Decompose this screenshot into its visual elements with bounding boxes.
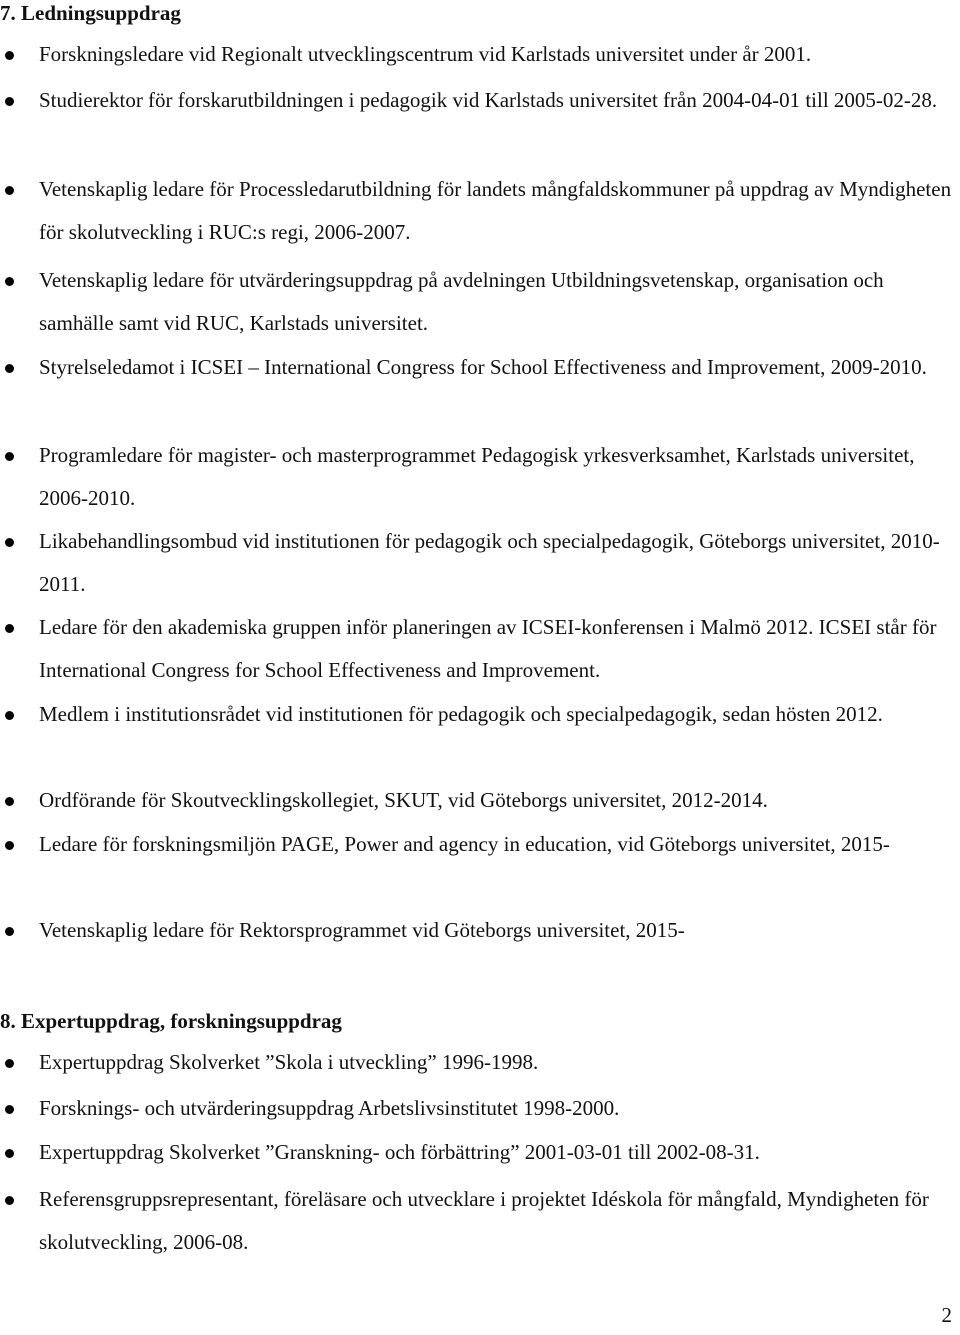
list-item-text: Vetenskaplig ledare för Rektorsprogrammet vid Göteborgs universitet, 2015- bbox=[39, 918, 685, 942]
bullet-icon bbox=[5, 364, 14, 373]
bullet-icon bbox=[5, 797, 14, 806]
list-item-text: Likabehandlingsombud vid institutionen för pedagogik och specialpedagogik, Göteborgs universitet, 2010-2011. bbox=[39, 529, 940, 596]
list-item bbox=[39, 693, 954, 736]
bullet-icon bbox=[5, 51, 14, 60]
list-item bbox=[39, 33, 954, 76]
list-item-text: Forskningsledare vid Regionalt utvecklingscentrum vid Karlstads universitet under år 2001. bbox=[39, 42, 812, 66]
bullet-icon bbox=[5, 1105, 14, 1114]
bullet-icon bbox=[5, 1149, 14, 1158]
list-item bbox=[39, 79, 954, 122]
list-item bbox=[39, 779, 954, 822]
bullet-icon bbox=[5, 1059, 14, 1068]
list-item-text: Programledare för magister- och masterprogrammet Pedagogisk yrkesverksamhet, Karlstads universitet, 2006-2010. bbox=[39, 443, 915, 510]
bullet-icon bbox=[5, 624, 14, 633]
list-item bbox=[39, 606, 954, 692]
list-item-text: Vetenskaplig ledare för Processledarutbildning för landets mångfaldskommuner på uppdrag av Myndigheten för skolutveckling i RUC:s regi, 2006-2007. bbox=[39, 177, 952, 244]
bullet-icon bbox=[5, 711, 14, 720]
list-item-text: Medlem i institutionsrådet vid institutionen för pedagogik och specialpedagogik, sedan hösten 2012. bbox=[39, 702, 883, 726]
bullet-icon bbox=[5, 538, 14, 547]
list-item bbox=[39, 1178, 954, 1264]
list-item bbox=[39, 1041, 954, 1084]
bullet-icon bbox=[5, 452, 14, 461]
list-item-text: Referensgruppsrepresentant, föreläsare och utvecklare i projektet Idéskola för mångfald, Myndigheten för skolutveckling, 2006-08. bbox=[39, 1187, 929, 1254]
bullet-icon bbox=[5, 277, 14, 286]
page-number: 2 bbox=[941, 1303, 952, 1327]
list-item-text: Styrelseledamot i ICSEI – International Congress for School Effectiveness and Improvement, 2009-2010. bbox=[39, 355, 927, 379]
section-7-heading: 7. Ledningsuppdrag bbox=[0, 1, 181, 25]
list-item bbox=[39, 909, 954, 952]
bullet-icon bbox=[5, 927, 14, 936]
list-item bbox=[39, 434, 954, 520]
list-item bbox=[39, 1087, 954, 1130]
list-item-text: Ordförande för Skoutvecklingskollegiet, SKUT, vid Göteborgs universitet, 2012-2014. bbox=[39, 788, 768, 812]
bullet-icon bbox=[5, 186, 14, 195]
list-item-text: Expertuppdrag Skolverket ”Granskning- och förbättring” 2001-03-01 till 2002-08-31. bbox=[39, 1140, 760, 1164]
bullet-icon bbox=[5, 841, 14, 850]
list-item bbox=[39, 168, 954, 254]
section-8-heading: 8. Expertuppdrag, forskningsuppdrag bbox=[0, 1009, 342, 1033]
list-item-text: Vetenskaplig ledare för utvärderingsuppdrag på avdelningen Utbildningsvetenskap, organisation och samhälle samt vid RUC, Karlstads universitet. bbox=[39, 268, 884, 335]
list-item-text: Forsknings- och utvärderingsuppdrag Arbetslivsinstitutet 1998-2000. bbox=[39, 1096, 620, 1120]
list-item-text: Ledare för forskningsmiljön PAGE, Power and agency in education, vid Göteborgs universitet, 2015- bbox=[39, 832, 890, 856]
list-item bbox=[39, 1131, 954, 1174]
list-item bbox=[39, 823, 954, 866]
list-item-text: Expertuppdrag Skolverket ”Skola i utveckling” 1996-1998. bbox=[39, 1050, 539, 1074]
list-item-text: Studierektor för forskarutbildningen i pedagogik vid Karlstads universitet från 2004-04-01 till 2005-02-28. bbox=[39, 88, 938, 112]
list-item-text: Ledare för den akademiska gruppen inför planeringen av ICSEI-konferensen i Malmö 2012. ICSEI står för International Congress for School Effectiveness and Improvement. bbox=[39, 615, 937, 682]
list-item bbox=[39, 520, 954, 606]
list-item bbox=[39, 259, 954, 345]
bullet-icon bbox=[5, 1196, 14, 1205]
bullet-icon bbox=[5, 97, 14, 106]
list-item bbox=[39, 346, 954, 389]
